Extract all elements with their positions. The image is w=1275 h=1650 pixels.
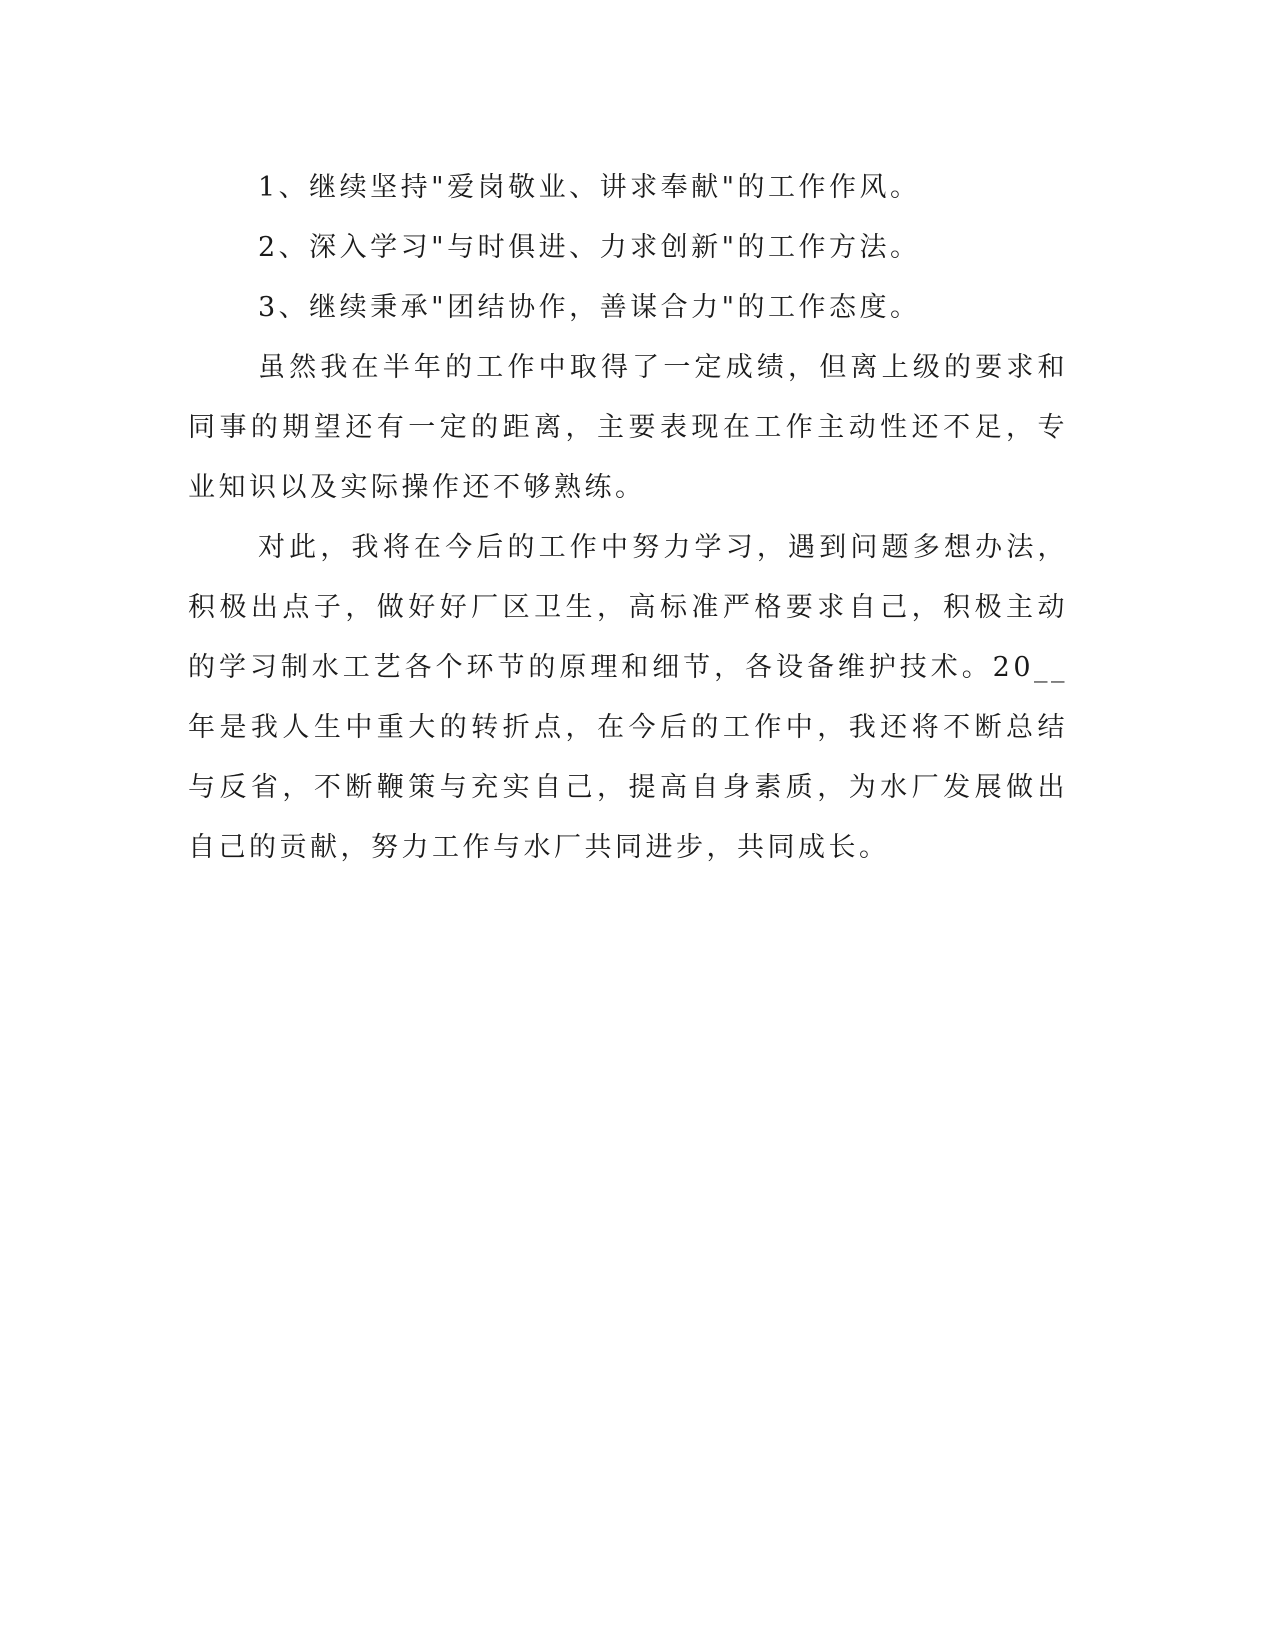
list-item-3: 3、继续秉承"团结协作，善谋合力"的工作态度。: [258, 292, 921, 323]
document-body: [188, 158, 1068, 878]
paragraph-shortcomings: 虽然我在半年的工作中取得了一定成绩，但离上级的要求和同事的期望还有一定的距离，主要表现在工作主动性还不足，专业知识以及实际操作还不够熟练。: [188, 352, 1068, 503]
list-item-1: 1、继续坚持"爱岗敬业、讲求奉献"的工作作风。: [258, 172, 921, 203]
list-item-2: 2、深入学习"与时俱进、力求创新"的工作方法。: [258, 232, 921, 263]
paragraph-plans: 对此，我将在今后的工作中努力学习，遇到问题多想办法，积极出点子，做好好厂区卫生，高标准严格要求自己，积极主动的学习制水工艺各个环节的原理和细节，各设备维护技术。20__年是我人生中重大的转折点，在今后的工作中，我还将不断总结与反省，不断鞭策与充实自己，提高自身素质，为水厂发展做出自己的贡献，努力工作与水厂共同进步，共同成长。: [188, 532, 1068, 863]
